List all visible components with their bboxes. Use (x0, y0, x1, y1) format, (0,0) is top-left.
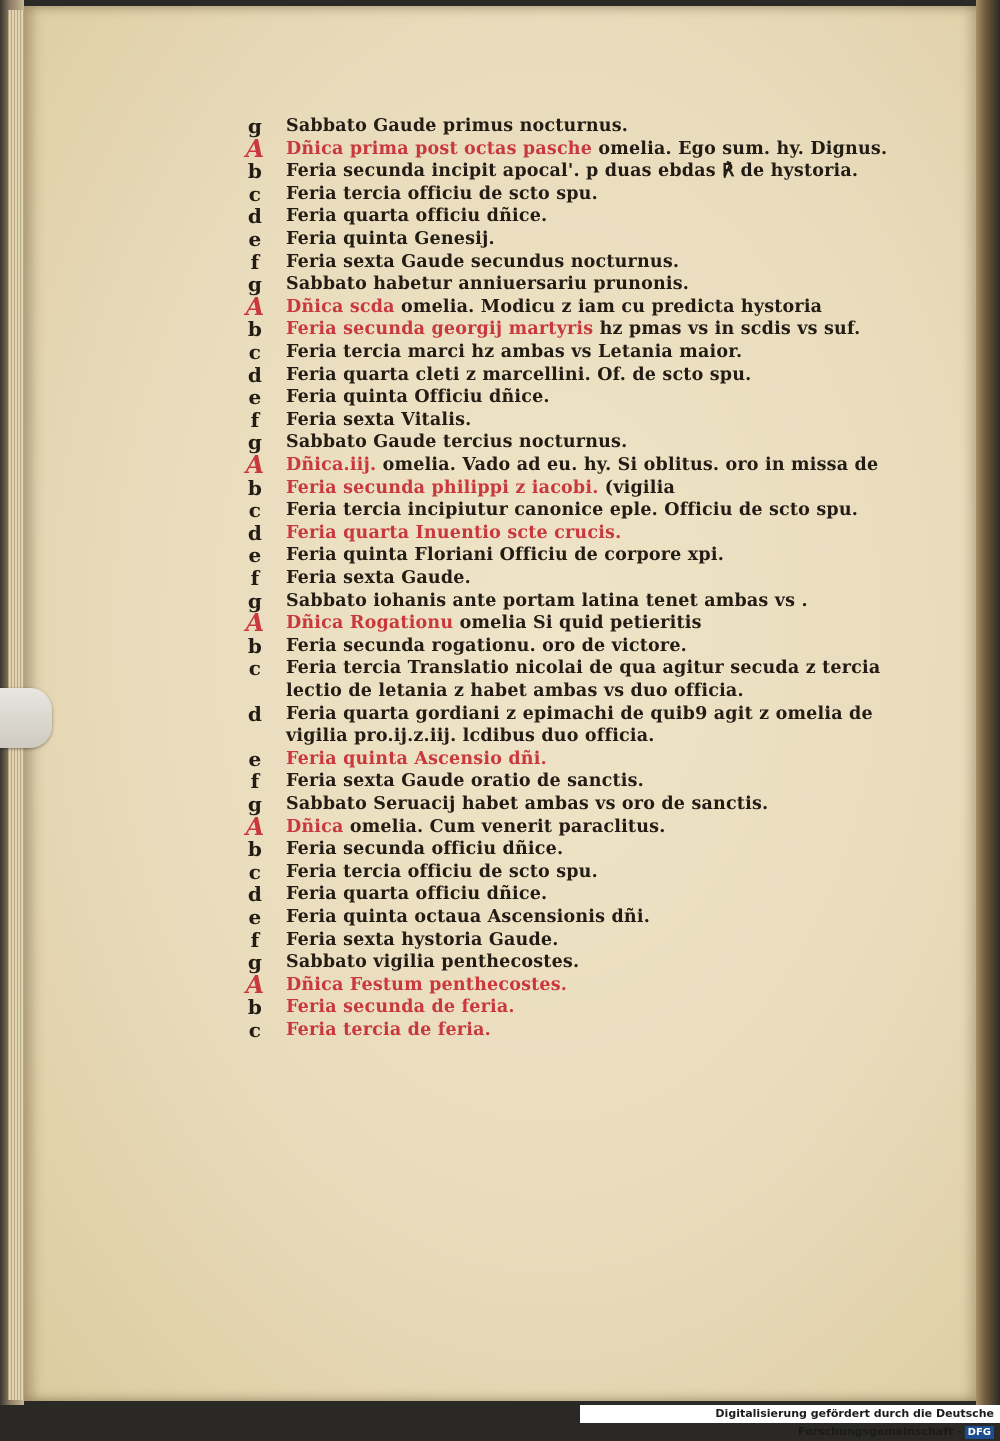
line-text (286, 159, 858, 183)
line-text (286, 634, 687, 658)
black-text: Feria tercia incipiutur canonice eple. Officiu de scto spu. (286, 500, 859, 521)
calendar-line (230, 769, 910, 793)
calendar-line (230, 679, 910, 703)
calendar-line (230, 747, 910, 771)
dominical-letter: b (247, 995, 263, 1020)
line-text (286, 611, 702, 635)
dominical-letter: c (248, 340, 262, 364)
calendar-line (230, 159, 910, 183)
black-text: Sabbato iohanis ante portam latina tenet ambas vs . (286, 590, 808, 611)
dominical-letter: f (250, 566, 260, 590)
black-text: vigilia pro.ij.z.iij. lcdibus duo officia. (286, 726, 655, 747)
line-text (286, 973, 567, 997)
calendar-line (230, 114, 910, 138)
rubric-text: Dñica.iij. (286, 455, 377, 475)
black-text: omelia. Vado ad eu. hy. Si oblitus. oro in missa de (376, 455, 879, 475)
line-text (286, 837, 563, 861)
black-text: Feria quarta gordiani z epimachi de quib9 agit z omelia de (286, 703, 873, 724)
line-text (286, 227, 495, 251)
calendar-line (230, 811, 910, 841)
dominical-letter: A (245, 811, 265, 841)
digitization-footer (580, 1405, 1000, 1438)
calendar-line (230, 950, 910, 974)
black-text: Feria sexta Gaude secundus nocturnus. (286, 251, 680, 272)
calendar-line (230, 860, 910, 884)
black-text: Feria tercia officiu de scto spu. (286, 861, 598, 882)
calendar-line (230, 702, 910, 726)
dominical-letter: g (247, 588, 263, 613)
calendar-line (230, 1018, 910, 1042)
line-text (286, 521, 621, 545)
calendar-line (230, 133, 910, 163)
black-text: Sabbato Seruacij habet ambas vs oro de sanctis. (286, 794, 769, 814)
calendar-line (230, 792, 910, 816)
line-text (286, 1018, 491, 1042)
calendar-line (230, 928, 910, 952)
dominical-letter: e (248, 746, 262, 771)
black-text: omelia. Ego sum. hy. Dignus. (592, 138, 888, 159)
dfg-logo: DFG (965, 1426, 994, 1439)
black-text: Feria quarta cleti z marcellini. Of. de scto spu. (286, 364, 752, 385)
dominical-letter: d (247, 362, 263, 387)
calendar-line (230, 608, 910, 638)
rubric-text: Dñica prima post octas pasche (286, 138, 593, 159)
line-text (286, 656, 880, 680)
dominical-letter: g (247, 114, 263, 138)
rubric-text: Feria quarta Inuentio scte crucis. (286, 522, 622, 543)
line-text (286, 250, 679, 274)
calendar-line (230, 250, 910, 274)
black-text: Feria quarta officiu dñice. (286, 884, 548, 905)
black-text: lectio de letania z habet ambas vs duo officia. (286, 681, 744, 701)
calendar-line (230, 724, 910, 748)
dominical-letter: g (247, 950, 263, 975)
calendar-line (230, 905, 910, 929)
dominical-letter: A (245, 291, 265, 321)
black-text: Feria quinta octaua Ascensionis dñi. (286, 907, 650, 927)
dominical-letter: b (247, 837, 263, 862)
dominical-letter: d (247, 701, 263, 726)
black-text: Feria quarta officiu dñice. (286, 206, 548, 227)
calendar-line (230, 566, 910, 590)
line-text (286, 453, 878, 477)
dominical-letter: d (247, 882, 263, 907)
calendar-line (230, 204, 910, 228)
black-text: omelia. Modicu z iam cu predicta hystoria (394, 296, 823, 317)
book-right-edge (976, 0, 1000, 1405)
line-text (286, 476, 675, 500)
calendar-line (230, 450, 910, 479)
calendar-line (230, 227, 910, 251)
calendar-line (230, 837, 910, 861)
rubric-text: Dñica (286, 816, 344, 837)
calendar-line (230, 476, 910, 500)
dominical-letter: c (248, 859, 262, 884)
line-text (286, 272, 689, 296)
line-text (286, 498, 858, 522)
dominical-letter: e (248, 905, 262, 929)
line-text (286, 995, 515, 1019)
line-text (286, 724, 655, 748)
dominical-letter: e (248, 385, 262, 410)
rubric-text: Feria secunda georgij martyris (286, 319, 594, 340)
black-text: Feria quinta Floriani Officiu de corpore xpi. (286, 545, 725, 566)
calendar-line (230, 543, 910, 567)
line-text (286, 679, 744, 703)
line-text (286, 928, 559, 952)
line-text (286, 589, 808, 613)
line-text (286, 792, 768, 816)
line-text (286, 430, 627, 454)
dominical-letter: b (247, 317, 263, 342)
line-text (286, 543, 724, 567)
dominical-letter: b (247, 475, 263, 500)
dominical-letter: c (248, 498, 262, 523)
dominical-letter: f (250, 249, 260, 274)
line-text (286, 204, 547, 228)
dominical-letter: A (245, 450, 265, 479)
line-text (286, 882, 547, 906)
line-text (286, 769, 644, 793)
black-text: Feria secunda rogationu. oro de victore. (286, 635, 687, 656)
line-text (286, 860, 598, 884)
line-text (286, 950, 579, 974)
line-text (286, 295, 822, 319)
dominical-letter: A (245, 133, 265, 163)
dominical-letter: f (250, 769, 260, 794)
calendar-line (230, 656, 910, 680)
dominical-letter: A (245, 608, 265, 638)
line-text (286, 905, 650, 929)
black-text: Sabbato vigilia penthecostes. (286, 952, 580, 973)
line-text (286, 317, 860, 341)
calendar-line (230, 882, 910, 906)
calendar-line (230, 317, 910, 341)
calendar-line (230, 291, 910, 321)
calendar-line (230, 995, 910, 1019)
black-text: Sabbato Gaude tercius nocturnus. (286, 432, 628, 453)
line-text (286, 340, 742, 364)
calendar-line (230, 498, 910, 522)
black-text: Sabbato Gaude primus nocturnus. (286, 116, 629, 136)
calendar-line (230, 385, 910, 409)
black-text: Feria tercia officiu de scto spu. (286, 183, 598, 204)
line-text (286, 702, 873, 726)
line-text (286, 815, 666, 839)
calendar-line (230, 272, 910, 296)
rubric-text: Dñica Rogationu (286, 613, 454, 634)
dominical-letter: b (247, 159, 263, 184)
calendar-line (230, 430, 910, 454)
black-text: hz pmas vs in scdis vs suf. (593, 319, 861, 340)
footer-credit: Digitalisierung gefördert durch die Deutsche Forschungsgemeinschaft - (715, 1407, 994, 1438)
dominical-letter: f (250, 927, 260, 952)
dominical-letter: e (248, 227, 262, 251)
dominical-letter: d (247, 204, 263, 229)
calendar-line (230, 521, 910, 545)
calendar-line (230, 182, 910, 206)
line-text (286, 137, 887, 161)
black-text: Feria quinta Genesij. (286, 229, 495, 249)
dominical-letter: d (247, 520, 263, 545)
dominical-letter: A (245, 969, 265, 999)
dominical-letter: c (248, 181, 262, 206)
black-text: (vigilia (598, 477, 676, 498)
calendar-line (230, 340, 910, 364)
rubric-text: Feria tercia de feria. (286, 1020, 491, 1040)
black-text: omelia. Cum venerit paraclitus. (343, 816, 666, 837)
rubric-text: Feria secunda philippi z iacobi. (286, 477, 599, 498)
dominical-letter: f (250, 407, 260, 432)
black-text: Sabbato habetur anniuersariu prunonis. (286, 274, 690, 295)
black-text: Feria sexta Gaude. (286, 568, 471, 588)
calendar-line (230, 634, 910, 658)
black-text: Feria secunda incipit apocal'. p duas ebdas ℟ de hystoria. (286, 161, 859, 182)
rubric-text: Feria secunda de feria. (286, 997, 515, 1018)
rubric-text: Dñica scda (286, 296, 395, 317)
dominical-letter: e (248, 543, 262, 568)
black-text: Feria sexta hystoria Gaude. (286, 929, 559, 950)
black-text: Feria sexta Gaude oratio de sanctis. (286, 771, 644, 792)
line-text (286, 114, 628, 138)
black-text: Feria tercia marci hz ambas vs Letania maior. (286, 342, 743, 362)
line-text (286, 363, 751, 387)
black-text: Feria quinta Officiu dñice. (286, 387, 550, 408)
page-clip (0, 688, 52, 748)
calendar-line (230, 589, 910, 613)
black-text: Feria sexta Vitalis. (286, 409, 472, 430)
rubric-text: Feria quinta Ascensio dñi. (286, 748, 547, 769)
calendar-line (230, 363, 910, 387)
rubric-text: Dñica Festum penthecostes. (286, 974, 568, 995)
dominical-letter: c (248, 1018, 262, 1042)
dominical-letter: g (247, 430, 263, 455)
black-text: omelia Si quid petieritis (453, 613, 702, 634)
calendar-line (230, 969, 910, 999)
line-text (286, 385, 550, 409)
dominical-letter: g (247, 792, 263, 816)
line-text (286, 747, 547, 771)
dominical-letter: g (247, 272, 263, 297)
line-text (286, 408, 471, 432)
black-text: Feria tercia Translatio nicolai de qua agitur secuda z tercia (286, 658, 881, 679)
line-text (286, 566, 471, 590)
line-text (286, 182, 598, 206)
calendar-line (230, 408, 910, 432)
black-text: Feria secunda officiu dñice. (286, 839, 564, 860)
dominical-letter: c (248, 656, 262, 681)
dominical-letter: b (247, 633, 263, 658)
